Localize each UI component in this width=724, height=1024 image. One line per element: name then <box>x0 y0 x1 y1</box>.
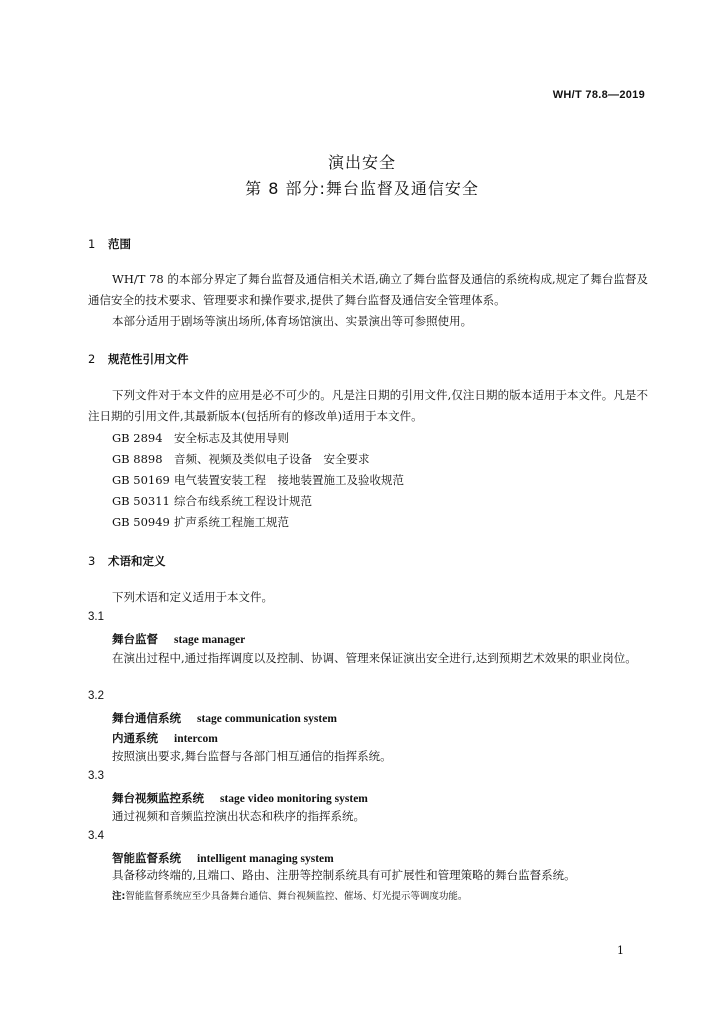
reference-code: GB 2894 <box>112 431 163 445</box>
note-text: 智能监督系统应至少具备舞台通信、舞台视频监控、催场、灯光提示等调度功能。 <box>125 891 468 902</box>
reference-item <box>112 451 370 467</box>
section-title: 术语和定义 <box>108 554 166 568</box>
clause-number: 3.1 <box>88 611 104 623</box>
standard-code: WH/T 78.8—2019 <box>552 89 645 101</box>
term-entry <box>112 850 334 866</box>
reference-title: 综合布线系统工程设计规范 <box>174 494 312 508</box>
term-zh: 内通系统 <box>112 731 158 745</box>
term-en: stage manager <box>174 634 246 646</box>
term-en: stage communication system <box>197 713 337 725</box>
reference-title: 扩声系统工程施工规范 <box>174 515 289 529</box>
section-3-intro: 下列术语和定义适用于本文件。 <box>112 590 273 604</box>
section-number: 3 <box>88 554 96 568</box>
term-entry <box>112 710 337 726</box>
note <box>112 888 467 902</box>
term-zh: 智能监督系统 <box>112 851 181 865</box>
reference-title: 电气装置安装工程 接地装置施工及验收规范 <box>174 473 404 487</box>
page-number: 1 <box>617 944 624 957</box>
section-title: 范围 <box>108 237 131 251</box>
term-entry-alt <box>112 730 218 746</box>
reference-code: GB 50169 <box>112 473 170 487</box>
document-subtitle: 第 8 部分:舞台监督及通信安全 <box>245 179 479 198</box>
note-label: 注: <box>112 891 126 902</box>
section-1-heading <box>88 236 131 252</box>
section-2-heading <box>88 351 189 367</box>
section-3-heading <box>88 553 166 569</box>
reference-code: GB 8898 <box>112 452 163 466</box>
term-entry <box>112 631 245 647</box>
reference-item <box>112 472 404 488</box>
section-title: 规范性引用文件 <box>108 352 189 366</box>
reference-item <box>112 514 289 530</box>
section-2-paragraph: 下列文件对于本文件的应用是必不可少的。凡是注日期的引用文件,仅注日期的版本适用于本文件。凡是不注日期的引用文件,其最新版本(包括所有的修改单)适用于本文件。 <box>88 388 648 423</box>
term-zh: 舞台视频监控系统 <box>112 791 204 805</box>
section-number: 2 <box>88 352 96 366</box>
term-definition: 在演出过程中,通过指挥调度以及控制、协调、管理来保证演出安全进行,达到预期艺术效果的职业岗位。 <box>112 651 637 665</box>
clause-number: 3.2 <box>88 690 104 702</box>
reference-title: 安全标志及其使用导则 <box>174 431 289 445</box>
term-entry <box>112 790 368 806</box>
clause-number: 3.3 <box>88 770 104 782</box>
term-definition: 具备移动终端的,且端口、路由、注册等控制系统具有可扩展性和管理策略的舞台监督系统。 <box>112 868 576 882</box>
reference-title: 音频、视频及类似电子设备 安全要求 <box>174 452 370 466</box>
section-1-paragraph-2: 本部分适用于剧场等演出场所,体育场馆演出、实景演出等可参照使用。 <box>112 314 473 328</box>
clause-number: 3.4 <box>88 830 104 842</box>
reference-item <box>112 493 312 509</box>
reference-code: GB 50311 <box>112 494 170 508</box>
term-definition: 按照演出要求,舞台监督与各部门相互通信的指挥系统。 <box>112 749 392 763</box>
term-definition: 通过视频和音频监控演出状态和秩序的指挥系统。 <box>112 809 365 823</box>
term-en: stage video monitoring system <box>220 793 368 805</box>
term-zh: 舞台通信系统 <box>112 711 181 725</box>
reference-code: GB 50949 <box>112 515 170 529</box>
document-title: 演出安全 <box>327 153 396 172</box>
term-en: intelligent managing system <box>197 853 334 865</box>
reference-item <box>112 430 289 446</box>
section-number: 1 <box>88 237 96 251</box>
term-en: intercom <box>174 733 218 745</box>
section-1-paragraph-1: WH/T 78 的本部分界定了舞台监督及通信相关术语,确立了舞台监督及通信的系统构成,规定了舞台监督及通信安全的技术要求、管理要求和操作要求,提供了舞台监督及通信安全管理体系。 <box>88 272 648 307</box>
term-zh: 舞台监督 <box>112 632 158 646</box>
